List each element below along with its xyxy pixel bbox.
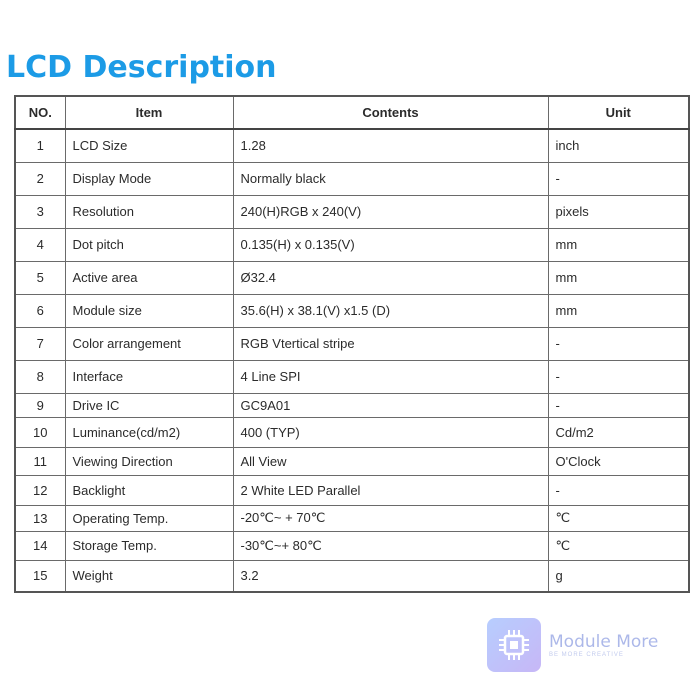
table-row [15, 327, 689, 360]
table-row [15, 129, 689, 162]
cell-contents: Normally black [233, 162, 548, 195]
table-row [15, 447, 689, 475]
cell-item: Viewing Direction [65, 447, 233, 475]
header-unit: Unit [548, 96, 689, 129]
cell-item: Dot pitch [65, 228, 233, 261]
cell-unit: mm [548, 261, 689, 294]
header-contents: Contents [233, 96, 548, 129]
cell-unit: - [548, 475, 689, 505]
cell-item: Weight [65, 560, 233, 592]
spec-table [14, 95, 690, 593]
table-row [15, 360, 689, 393]
cell-no: 15 [15, 560, 65, 592]
cell-no: 5 [15, 261, 65, 294]
cell-contents: 1.28 [233, 129, 548, 162]
cell-unit: g [548, 560, 689, 592]
logo-tagline: BE MORE CREATIVE [549, 652, 624, 658]
cell-unit: - [548, 327, 689, 360]
cell-item: Drive IC [65, 393, 233, 417]
cell-no: 10 [15, 417, 65, 447]
cell-item: Backlight [65, 475, 233, 505]
table-row [15, 393, 689, 417]
table-row [15, 417, 689, 447]
cell-no: 3 [15, 195, 65, 228]
cell-unit: pixels [548, 195, 689, 228]
cell-contents: 2 White LED Parallel [233, 475, 548, 505]
cell-no: 11 [15, 447, 65, 475]
cell-contents: -20℃~ + 70℃ [233, 505, 548, 531]
cell-unit: O'Clock [548, 447, 689, 475]
cell-item: Active area [65, 261, 233, 294]
cell-no: 12 [15, 475, 65, 505]
cell-no: 13 [15, 505, 65, 531]
table-row [15, 531, 689, 560]
module-more-logo [487, 614, 667, 676]
cell-item: Operating Temp. [65, 505, 233, 531]
cell-contents: GC9A01 [233, 393, 548, 417]
cell-unit: - [548, 360, 689, 393]
cell-no: 4 [15, 228, 65, 261]
cell-no: 8 [15, 360, 65, 393]
cell-contents: 0.135(H) x 0.135(V) [233, 228, 548, 261]
cell-unit: ℃ [548, 531, 689, 560]
cell-no: 7 [15, 327, 65, 360]
cell-contents: -30℃~+ 80℃ [233, 531, 548, 560]
cell-item: LCD Size [65, 129, 233, 162]
table-row [15, 475, 689, 505]
table-row [15, 195, 689, 228]
cell-unit: mm [548, 228, 689, 261]
cell-contents: 4 Line SPI [233, 360, 548, 393]
table-row [15, 505, 689, 531]
table-row [15, 560, 689, 592]
cell-no: 9 [15, 393, 65, 417]
logo-name: Module More [549, 632, 659, 652]
cell-unit: mm [548, 294, 689, 327]
cell-contents: Ø32.4 [233, 261, 548, 294]
cell-contents: 35.6(H) x 38.1(V) x1.5 (D) [233, 294, 548, 327]
cell-unit: ℃ [548, 505, 689, 531]
cell-contents: 3.2 [233, 560, 548, 592]
header-item: Item [65, 96, 233, 129]
cell-no: 1 [15, 129, 65, 162]
cell-item: Display Mode [65, 162, 233, 195]
cell-item: Luminance(cd/m2) [65, 417, 233, 447]
table-row [15, 261, 689, 294]
table-header-row [15, 96, 689, 129]
cell-contents: RGB Vtertical stripe [233, 327, 548, 360]
cell-unit: - [548, 393, 689, 417]
table-row [15, 294, 689, 327]
cell-item: Interface [65, 360, 233, 393]
cell-item: Color arrangement [65, 327, 233, 360]
cell-contents: 400 (TYP) [233, 417, 548, 447]
page-title: LCD Description [6, 50, 277, 85]
cell-unit: inch [548, 129, 689, 162]
table-row [15, 228, 689, 261]
cell-unit: - [548, 162, 689, 195]
table-row [15, 162, 689, 195]
cell-item: Module size [65, 294, 233, 327]
cell-item: Storage Temp. [65, 531, 233, 560]
cell-item: Resolution [65, 195, 233, 228]
cell-no: 14 [15, 531, 65, 560]
cell-no: 6 [15, 294, 65, 327]
cell-unit: Cd/m2 [548, 417, 689, 447]
cell-contents: 240(H)RGB x 240(V) [233, 195, 548, 228]
chip-icon [487, 618, 541, 672]
cell-contents: All View [233, 447, 548, 475]
header-no: NO. [15, 96, 65, 129]
cell-no: 2 [15, 162, 65, 195]
